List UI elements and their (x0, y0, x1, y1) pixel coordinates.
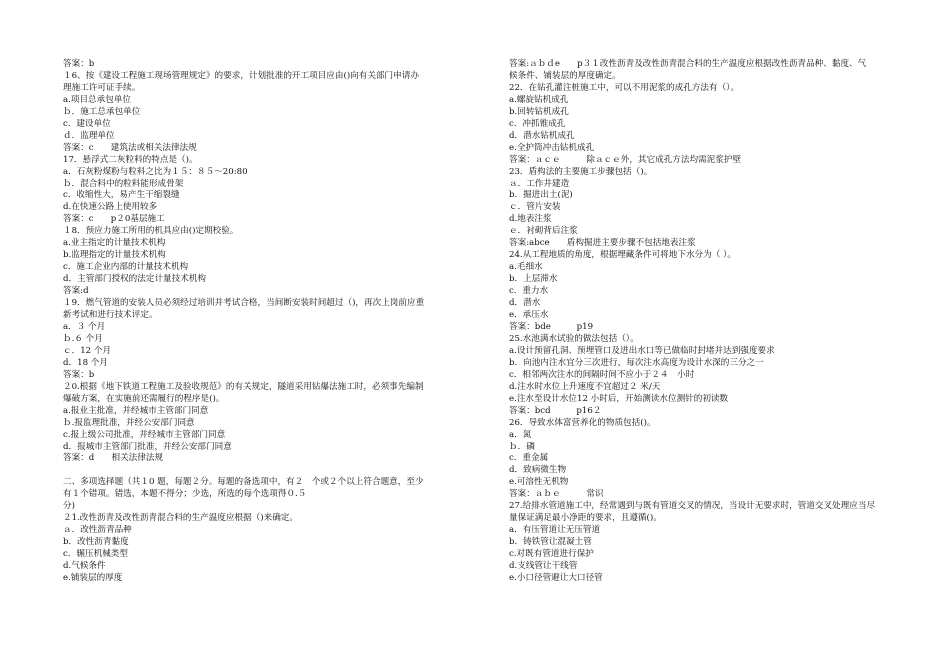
text-line: 分) (63, 501, 75, 512)
text-line: c．重力水 (509, 286, 549, 297)
text-line: 候条件、铺装层的厚度确定。 (509, 70, 621, 81)
text-line: a.设计预留孔洞、预埋管口及进出水口等已做临时封堵并达到强度要求 (509, 345, 775, 356)
text-line: c.对既有管道进行保护 (509, 549, 594, 560)
text-line: 答案：bde p19 (509, 321, 594, 332)
text-line: d.支线管让干线管 (509, 561, 578, 572)
text-line: c．重金属 (509, 453, 549, 464)
text-line: e．承压水 (509, 310, 549, 321)
text-line: ｄ．监理单位 (63, 130, 115, 141)
text-line: b．掘进出土(泥) (509, 190, 573, 201)
text-line: ｂ.６ 个月 (63, 333, 103, 344)
text-line: a．石灰粉煤粉与粒料之比为１５：８５～20:80 (63, 166, 248, 177)
text-line: d．致病微生物 (509, 465, 567, 476)
text-line: 26．导致水体富营养化的物质包括()。 (509, 417, 656, 428)
text-line: 答案：bcd p16２ (509, 405, 602, 416)
text-line: ａ．工作井建造 (509, 178, 570, 189)
text-line: 量保证满足最小净距的要求，且遵循()。 (509, 513, 662, 524)
text-line: a.项目总承包单位 (63, 94, 132, 105)
text-line: 23．盾构法的主要施工步骤包括（)。 (509, 166, 653, 177)
text-line: １9．燃气管道的安装人员必须经过培训并考试合格，当间断安装时间超过（)，再次上岗前应重 (63, 298, 425, 309)
text-line: 理施工许可证手续。 (63, 82, 141, 93)
text-line: ａ．改性沥青品种 (63, 525, 132, 536)
text-line (63, 465, 475, 477)
text-line: d.气候条件 (63, 561, 106, 572)
text-line: e.注水至设计水位12 小时后，开始测读水位测针的初读数 (509, 393, 729, 404)
text-line: 爆破方案，在实施前还需履行的程序是()。 (63, 393, 225, 404)
text-line: 答案：c 建筑法或相关法律法规 (63, 142, 197, 153)
text-line: ｃ．管片安装 (509, 202, 561, 213)
text-line: ｂ．混合料中的粒料能形成骨架 (63, 178, 184, 189)
text-line: 答案：b (63, 369, 95, 380)
text-line: ｅ．衬砌背后注浆 (509, 226, 578, 237)
text-line: e.可溶性无机物 (509, 477, 569, 488)
text-line: b．向池内注水宜分三次进行，每次注水高度为设计水深的三分之一 (509, 357, 764, 368)
text-line: ｂ．磷 (509, 441, 535, 452)
text-line: ２0.根据《地下铁道工程施工及验收规范》的有关规定，隧道采用钻爆法施工时，必须事先编制 (63, 381, 424, 392)
text-line: e.铺装层的厚度 (63, 572, 123, 583)
text-line: c．相邻两次注水的间隔时间不应小于２４ 小时 (509, 369, 695, 380)
text-line: 答案:abce 盾构掘进主要步骤不包括地表注浆 (509, 238, 696, 249)
text-line: 二、多项选择题（共１0 题，每题２分。每题的备选项中，有２ 个或２个以上符合题意，至少 (63, 477, 424, 488)
text-line: １6、按《建设工程施工现场管理规定》的要求，计划批准的开工项目应由()向有关部门申请办 (63, 70, 419, 81)
text-line: a．有压管道让无压管道 (509, 525, 601, 536)
text-line: 答案：b (63, 59, 95, 69)
text-line: 新考试和进行技术评定。 (63, 310, 158, 321)
text-line: c．辗压机械类型 (63, 549, 128, 560)
text-line: d．报城市主管部门批准，并经公安部门同意 (63, 441, 232, 452)
text-line: 有１个错项。错选，本题不得分；少选，所选的每个选项得０.５ (63, 489, 307, 500)
text-line: 答案：d 相关法律法规 (63, 453, 164, 464)
text-line: d.注水时水位上升速度不宜超过２ 米/天 (509, 381, 661, 392)
text-line: b.回转钻机成孔 (509, 106, 569, 117)
text-line: a．３ 个月 (63, 321, 106, 332)
text-line: e.小口径管避让大口径管 (509, 572, 603, 583)
text-line: a．氮 (509, 429, 532, 440)
text-line: 17．悬浮式二灰粒料的特点是（)。 (63, 154, 198, 165)
text-line: d．潜水钻机成孔 (509, 130, 575, 141)
text-line: b．铸铁管让混凝土管 (509, 537, 592, 548)
text-line: c．施工企业内部的计量技术机构 (63, 262, 189, 273)
text-line: 答案：ａｂｅ 常识 (509, 489, 604, 500)
text-line: e.全护筒冲击钻机成孔 (509, 142, 595, 153)
text-line: c．建设单位 (63, 118, 111, 129)
text-line: d．潜水 (509, 298, 541, 309)
text-line: ２1.改性沥青及改性沥青混合料的生产温度应根据（)来确定。 (63, 513, 298, 524)
text-line: a.毛细水 (509, 262, 543, 273)
text-line: b.监理指定的计量技术机构 (63, 250, 166, 261)
text-line: 25.水池满水试验的做法包括（）。 (509, 333, 639, 344)
text-line: 答案：ａｃｅ 除ａｃｅ外，其它成孔方法均需泥浆护壁 (509, 154, 742, 165)
text-line: 答案:d (63, 286, 89, 297)
text-line: b．上层滞水 (509, 274, 558, 285)
text-line: ｃ．12 个月 (63, 345, 112, 356)
left-column (63, 59, 475, 585)
text-line: 答案：c p２0基层施工 (63, 214, 165, 225)
text-line: c．收缩性大，易产生干缩裂缝 (63, 190, 180, 201)
text-line: a.报业主批准，并经城市主管部门同意 (63, 405, 209, 416)
text-line: ｂ．施工总承包单位 (63, 106, 141, 117)
text-line: a.螺旋钻机成孔 (509, 94, 569, 105)
right-column (509, 59, 929, 585)
text-line: d．主管部门授权的法定计量技术机构 (63, 274, 207, 285)
text-line: 24.从工程地质的角度，根据埋藏条件可将地下水分为（ ）。 (509, 250, 736, 261)
text-line: d.地表注浆 (509, 214, 552, 225)
text-line: a.业主指定的计量技术机构 (63, 238, 166, 249)
text-line: b．改性沥青黏度 (63, 537, 129, 548)
text-line: d.在快速公路上使用较多 (63, 202, 158, 213)
text-line: c.报上级公司批准，并经城市主管部门同意 (63, 429, 226, 440)
text-line: 答案:ａｂｄe p３１改性沥青及改性沥青混合料的生产温度应根据改性沥青品种、黏度、气 (509, 59, 867, 69)
text-line: d．18 个月 (63, 357, 108, 368)
text-line: 22．在钻孔灌注桩施工中，可以不用泥浆的成孔方法有（）。 (509, 82, 740, 93)
text-line: 27.给排水管道施工中，经常遇到与既有管道交叉的情况，当设计无要求时，管道交叉处理应当尽 (509, 501, 876, 512)
text-line: c．冲抓锥成孔 (509, 118, 566, 129)
text-line: ｂ.报监理批准，并经公安部门同意 (63, 417, 195, 428)
text-line: １8．预应力施工所用的机具应由()定期校验。 (63, 226, 239, 237)
